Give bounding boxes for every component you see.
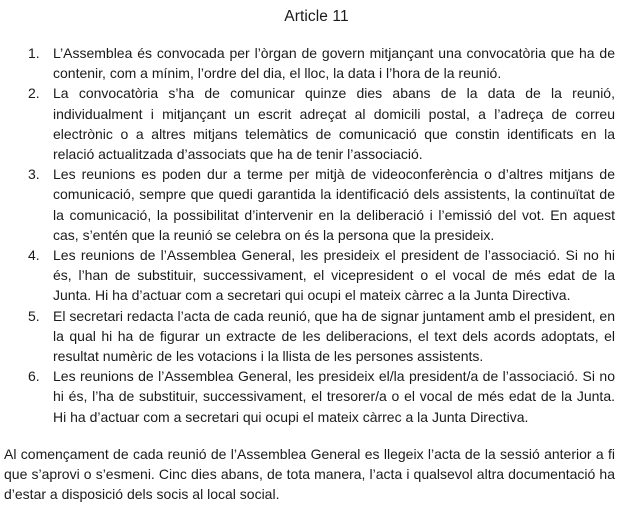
closing-paragraph: Al començament de cada reunió de l’Assemblea General es llegeix l’acta de la sessió anterior a fi que s’aprovi o s’esmeni. Cinc dies abans, de tota manera, l’acta i qualsevol altra documentació ha d’estar a disposició dels socis al local social. (4, 446, 615, 503)
article-title: Article 11 (284, 8, 349, 25)
list-item-text: Les reunions de l’Assemblea General, les presideix el/la president/a de l’associació. Si no hi és, l’ha de substituir, successivament, el tresorer/a o el vocal de més edat de la Junta. Hi ha d’actuar com a secretari qui ocupi el mateix càrrec a la Junta Directiva. (53, 368, 615, 425)
list-item (0, 306, 633, 367)
list-item (0, 83, 633, 164)
list-item-number: 5. (28, 307, 40, 324)
list-item-text: L’Assemblea és convocada per l’òrgan de govern mitjançant una convocatòria que ha de contenir, com a mínim, l’ordre del dia, el lloc, la data i l’hora de la reunió. (53, 45, 615, 82)
list-item-number: 1. (28, 45, 40, 61)
list-item (0, 245, 633, 306)
article-numbered-list (0, 43, 633, 427)
list-item-number: 6. (28, 368, 40, 385)
list-item-text: El secretari redacta l’acta de cada reunió, que ha de signar juntament amb el president, en la qual hi ha de figurar un extracte de les deliberacions, el text dels acords adoptats, el resultat numèric de les votacions i la llista de les persones assistents. (53, 307, 615, 365)
list-item (0, 164, 633, 245)
list-item (0, 43, 633, 83)
list-item-number: 3. (28, 166, 40, 183)
list-item-text: Les reunions es poden dur a terme per mitjà de videoconferència o d’altres mitjans de comunicació, sempre que quedi garantida la identificació dels assistents, la continuïtat de la comunicació, la possibilitat d’intervenir en la deliberació i l’emissió del vot. En aquest cas, s’entén que la reunió se celebra on és la persona que la presideix. (53, 166, 615, 243)
list-item-number: 4. (28, 247, 40, 264)
list-item (0, 366, 633, 427)
list-item-text: La convocatòria s’ha de comunicar quinze dies abans de la data de la reunió, individualment i mitjançant un escrit adreçat al domicili postal, a l’adreça de correu electrònic o a altres mitjans telemàtics de comunicació que constin identificats en la relació actualitzada d’associats que ha de tenir l’associació. (53, 85, 615, 163)
list-item-text: Les reunions de l’Assemblea General, les presideix el president de l’associació. Si no hi és, l’han de substituir, successivament, el vicepresident o el vocal de més edat de la Junta. Hi ha d’actuar com a secretari qui ocupi el mateix càrrec a la Junta Directiva. (53, 247, 615, 304)
list-item-number: 2. (28, 85, 40, 102)
